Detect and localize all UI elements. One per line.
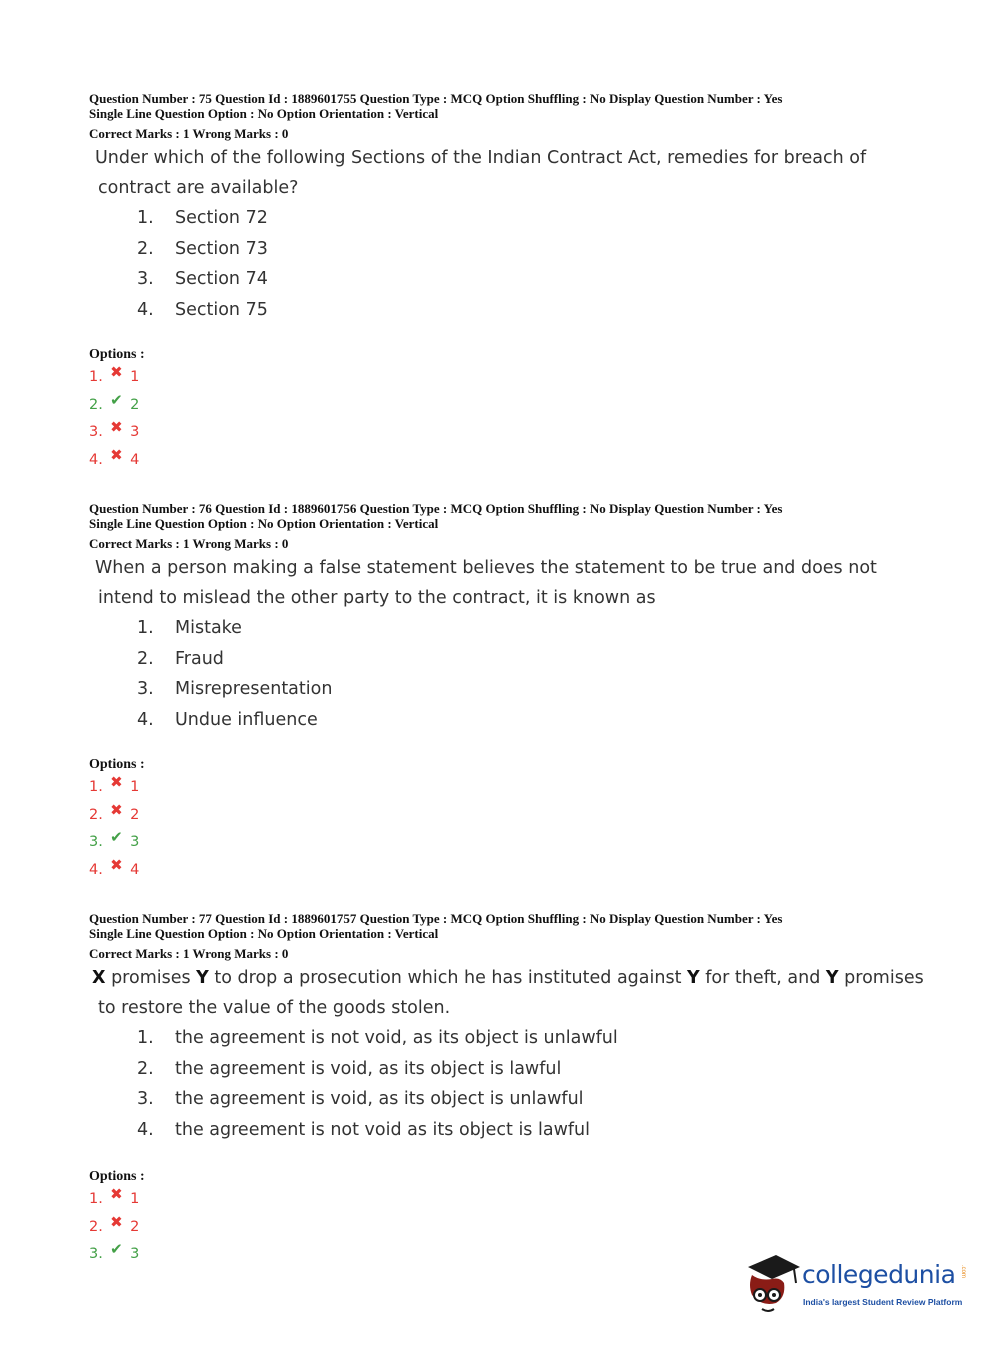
question-block xyxy=(89,911,929,1145)
text-run: for theft, and xyxy=(699,968,826,988)
option-value: 1 xyxy=(130,369,140,385)
question-meta-orientation: Single Line Question Option : No Option Orientation : Vertical xyxy=(89,926,439,941)
option-value: 2 xyxy=(130,396,140,413)
mascot-icon xyxy=(742,1251,800,1321)
check-mark-icon: ✔ xyxy=(110,390,123,409)
answer-choice: 1. Section 72 xyxy=(137,208,268,228)
cross-mark-icon: ✖ xyxy=(110,855,123,874)
cross-mark-icon: ✖ xyxy=(110,800,123,819)
option-value: 3 xyxy=(130,1246,140,1262)
answer-choice: 4. Section 75 xyxy=(137,299,268,320)
answer-choice: 4. the agreement is not void as its object is lawful xyxy=(137,1119,591,1140)
answer-choice: 1. Mistake xyxy=(137,618,242,638)
option-value: 1 xyxy=(130,779,140,795)
answer-choice: 3. Misrepresentation xyxy=(137,679,333,699)
answer-choice: 3. the agreement is void, as its object is unlawful xyxy=(137,1089,584,1109)
option-result xyxy=(89,1213,929,1241)
answer-choices xyxy=(89,613,929,735)
option-number: 2. xyxy=(89,806,103,823)
bold-text-run: Y xyxy=(196,968,209,988)
option-number: 3. xyxy=(89,424,103,440)
check-mark-icon: ✔ xyxy=(110,1240,123,1258)
question-marks: Correct Marks : 1 Wrong Marks : 0 xyxy=(89,126,289,141)
collegedunia-logo xyxy=(742,1251,972,1321)
bold-text-run: Y xyxy=(687,968,700,988)
check-mark-icon: ✔ xyxy=(110,828,123,846)
option-value: 1 xyxy=(130,1191,140,1207)
option-result xyxy=(89,801,929,829)
option-number: 1. xyxy=(89,369,103,385)
question-text: Under which of the following Sections of the Indian Contract Act, remedies for breach of contract are available? xyxy=(95,148,867,198)
option-result xyxy=(89,773,929,801)
question-meta-orientation: Single Line Question Option : No Option Orientation : Vertical xyxy=(89,516,439,531)
option-number: 1. xyxy=(89,1191,103,1207)
question-meta: Question Number : 75 Question Id : 1889601755 Question Type : MCQ Option Shuffling : No Display Question Number : Yes xyxy=(89,91,783,106)
bold-text-run: X xyxy=(92,968,106,988)
option-value: 4 xyxy=(130,861,140,878)
cross-mark-icon: ✖ xyxy=(110,445,123,464)
answer-choice: 2. the agreement is void, as its object is lawful xyxy=(137,1058,562,1079)
option-result xyxy=(89,391,929,419)
cross-mark-icon: ✖ xyxy=(110,773,123,791)
question-marks: Correct Marks : 1 Wrong Marks : 0 xyxy=(89,536,289,551)
text-run: to drop a prosecution which he has instituted against xyxy=(208,968,687,988)
option-result xyxy=(89,856,929,884)
answer-choice: 1. the agreement is not void, as its object is unlawful xyxy=(137,1028,618,1048)
question-block xyxy=(89,501,929,735)
option-number: 2. xyxy=(89,396,103,413)
answer-choice: 2. Section 73 xyxy=(137,238,268,259)
option-number: 1. xyxy=(89,779,103,795)
option-number: 3. xyxy=(89,1246,103,1262)
question-text: X promises Y to drop a prosecution which he has instituted against Y for theft, and Y promises to restore the value of the goods stolen. xyxy=(92,968,924,1018)
question-meta-orientation: Single Line Question Option : No Option Orientation : Vertical xyxy=(89,106,439,121)
option-number: 3. xyxy=(89,834,103,850)
option-number: 4. xyxy=(89,451,103,468)
cross-mark-icon: ✖ xyxy=(110,1212,123,1231)
options-title: Options : xyxy=(89,1169,145,1184)
option-value: 2 xyxy=(130,806,140,823)
answer-choice: 2. Fraud xyxy=(137,648,224,669)
cross-mark-icon: ✖ xyxy=(110,418,123,436)
options-title: Options : xyxy=(89,757,145,772)
option-result xyxy=(89,418,929,446)
option-value: 4 xyxy=(130,451,140,468)
text-run: promises xyxy=(838,968,924,988)
option-result xyxy=(89,828,929,856)
option-value: 3 xyxy=(130,834,140,850)
bold-text-run: Y xyxy=(825,968,839,988)
options-title: Options : xyxy=(89,347,145,362)
option-number: 2. xyxy=(89,1218,103,1235)
cross-mark-icon: ✖ xyxy=(110,1185,123,1203)
brand-name: collegedunia xyxy=(802,1260,956,1289)
brand-suffix: .com xyxy=(960,1265,966,1279)
question-marks: Correct Marks : 1 Wrong Marks : 0 xyxy=(89,946,289,961)
text-run: promises xyxy=(105,968,197,988)
option-number: 4. xyxy=(89,861,103,878)
question-text: When a person making a false statement believes the statement to be true and does not intend to mislead the other party to the contract, it is known as xyxy=(95,558,877,608)
answer-choices xyxy=(89,1023,929,1145)
question-block xyxy=(89,91,929,325)
brand-tagline: India's largest Student Review Platform xyxy=(803,1297,963,1307)
option-result xyxy=(89,363,929,391)
cross-mark-icon: ✖ xyxy=(110,363,123,381)
question-meta: Question Number : 76 Question Id : 1889601756 Question Type : MCQ Option Shuffling : No Display Question Number : Yes xyxy=(89,501,783,516)
options-block xyxy=(89,757,929,883)
answer-choices xyxy=(89,203,929,325)
option-value: 2 xyxy=(130,1218,140,1235)
options-block xyxy=(89,347,929,473)
question-meta: Question Number : 77 Question Id : 1889601757 Question Type : MCQ Option Shuffling : No Display Question Number : Yes xyxy=(89,911,783,926)
option-value: 3 xyxy=(130,424,140,440)
option-result xyxy=(89,446,929,474)
answer-choice: 4. Undue influence xyxy=(137,709,318,730)
answer-choice: 3. Section 74 xyxy=(137,269,268,289)
option-result xyxy=(89,1185,929,1213)
